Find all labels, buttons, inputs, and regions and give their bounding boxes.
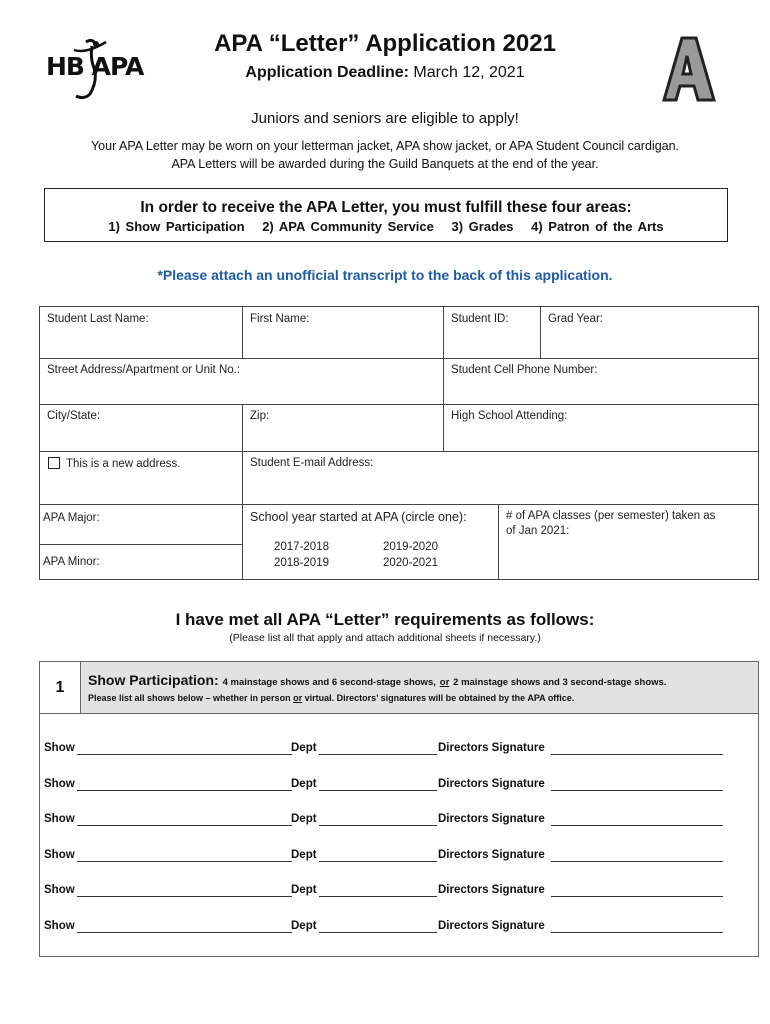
show-label: Show: [44, 742, 75, 754]
signature-label: Directors Signature: [438, 884, 545, 896]
show-row: [44, 920, 744, 936]
show-label: Show: [44, 813, 75, 825]
requirements-box: [44, 188, 728, 242]
letter-info-line1: Your APA Letter may be worn on your letterman jacket, APA show jacket, or APA Student Council cardigan.: [90, 139, 680, 153]
form-divider: [443, 358, 444, 404]
signature-label: Directors Signature: [438, 813, 545, 825]
form-divider: [242, 451, 243, 579]
form-divider: [540, 307, 541, 358]
note-or: or: [293, 693, 303, 703]
show-row: [44, 813, 744, 829]
street-address-field[interactable]: Street Address/Apartment or Unit No.:: [47, 364, 241, 376]
page-title: APA “Letter” Application 2021: [214, 30, 556, 57]
dept-line[interactable]: [319, 861, 437, 862]
signature-label: Directors Signature: [438, 848, 545, 861]
signature-label: Directors Signature: [438, 777, 545, 790]
year-option[interactable]: 2017-2018: [274, 541, 329, 553]
letter-info-line2: APA Letters will be awarded during the Guild Banquets at the end of the year.: [171, 157, 599, 171]
apa-classes-field[interactable]: # of APA classes (per semester) taken as of Jan 2021:: [506, 510, 716, 537]
apa-major-field[interactable]: APA Major:: [43, 512, 100, 524]
signature-label: Directors Signature: [438, 919, 545, 932]
form-divider: [40, 358, 758, 359]
show-row: [44, 884, 744, 900]
signature-label: Directors Signature: [438, 742, 545, 754]
signature-line[interactable]: [551, 861, 723, 862]
new-address-option[interactable]: [48, 457, 180, 470]
show-row: [44, 742, 744, 758]
city-state-field[interactable]: City/State:: [47, 410, 101, 422]
note-part: virtual. Directors’ signatures will be obtained by the APA office.: [304, 693, 575, 703]
show-participation-detail-a: 4 mainstage shows and 6 second-stage shows,: [222, 677, 436, 688]
high-school-field[interactable]: High School Attending:: [451, 410, 568, 422]
email-field[interactable]: Student E-mail Address:: [250, 457, 374, 469]
new-address-checkbox[interactable]: [48, 457, 60, 469]
show-name-line[interactable]: [77, 790, 292, 791]
dept-line[interactable]: [319, 790, 437, 791]
logo-text: HB APA: [46, 52, 144, 81]
cell-phone-field[interactable]: Student Cell Phone Number:: [451, 364, 598, 376]
deadline: [0, 64, 770, 82]
show-label: Show: [44, 777, 75, 790]
form-divider: [40, 404, 758, 405]
dept-label: Dept: [291, 919, 317, 932]
year-option[interactable]: 2019-2020: [383, 541, 438, 553]
show-name-line[interactable]: [77, 861, 292, 862]
last-name-field[interactable]: Student Last Name:: [47, 313, 149, 325]
show-name-line[interactable]: [77, 932, 292, 933]
deadline-label: Application Deadline:: [245, 64, 409, 81]
form-divider: [242, 307, 243, 358]
show-participation-title: [88, 672, 666, 688]
apa-minor-field[interactable]: APA Minor:: [43, 556, 100, 568]
year-option[interactable]: 2020-2021: [383, 557, 438, 569]
letter-info: [0, 137, 770, 173]
show-label: Show: [44, 848, 75, 861]
requirement-item: 2) APA Community Service: [262, 219, 434, 234]
eligibility-note: Juniors and seniors are eligible to apply!: [251, 110, 519, 127]
dept-label: Dept: [291, 777, 317, 790]
signature-line[interactable]: [551, 825, 723, 826]
dept-label: Dept: [291, 884, 317, 896]
dept-label: Dept: [291, 848, 317, 861]
requirements-heading: In order to receive the APA Letter, you must fulfill these four areas:: [140, 199, 632, 216]
student-id-field[interactable]: Student ID:: [451, 313, 509, 325]
show-name-line[interactable]: [77, 754, 292, 755]
show-participation-title-label: Show Participation:: [88, 672, 219, 688]
show-participation-header: [40, 662, 758, 714]
show-participation-detail-b: 2 mainstage shows and 3 second-stage shows.: [453, 677, 667, 688]
form-divider: [242, 404, 243, 451]
signature-line[interactable]: [551, 932, 723, 933]
requirements-list: [45, 219, 727, 234]
section-number: 1: [40, 662, 81, 713]
year-option[interactable]: 2018-2019: [274, 557, 329, 569]
form-divider: [443, 307, 444, 358]
student-info-form: [39, 306, 759, 580]
zip-field[interactable]: Zip:: [250, 410, 270, 422]
form-divider: [498, 504, 499, 579]
dept-label: Dept: [291, 813, 317, 825]
dept-line[interactable]: [319, 825, 437, 826]
dept-line[interactable]: [319, 896, 437, 897]
dept-line[interactable]: [319, 932, 437, 933]
requirement-item: 4) Patron of the Arts: [531, 219, 664, 234]
form-divider: [40, 504, 758, 505]
show-name-line[interactable]: [77, 896, 292, 897]
grad-year-field[interactable]: Grad Year:: [548, 313, 603, 325]
show-row: [44, 849, 744, 865]
dept-line[interactable]: [319, 754, 437, 755]
requirements-met-heading: I have met all APA “Letter” requirements as follows:: [175, 610, 595, 629]
requirements-met-subtitle: (Please list all that apply and attach additional sheets if necessary.): [229, 632, 541, 644]
note-part: Please list all shows below – whether in person: [88, 693, 291, 703]
form-divider: [40, 544, 242, 545]
first-name-field[interactable]: First Name:: [250, 313, 310, 325]
transcript-note: *Please attach an unofficial transcript to the back of this application.: [157, 267, 613, 283]
school-year-label: School year started at APA (circle one):: [250, 510, 467, 524]
letter-a-badge: [656, 34, 720, 104]
form-divider: [443, 404, 444, 451]
signature-line[interactable]: [551, 754, 723, 755]
signature-line[interactable]: [551, 896, 723, 897]
requirement-item: 1) Show Participation: [108, 219, 245, 234]
requirement-item: 3) Grades: [451, 219, 514, 234]
signature-line[interactable]: [551, 790, 723, 791]
show-label: Show: [44, 919, 75, 932]
show-participation-or: or: [439, 677, 450, 688]
show-row: [44, 778, 744, 794]
show-participation-section: [39, 661, 759, 957]
show-label: Show: [44, 884, 75, 896]
new-address-label: This is a new address.: [66, 458, 181, 470]
dept-label: Dept: [291, 742, 317, 754]
deadline-value: March 12, 2021: [413, 64, 525, 81]
show-participation-note: [88, 693, 574, 703]
form-divider: [40, 451, 758, 452]
show-name-line[interactable]: [77, 825, 292, 826]
